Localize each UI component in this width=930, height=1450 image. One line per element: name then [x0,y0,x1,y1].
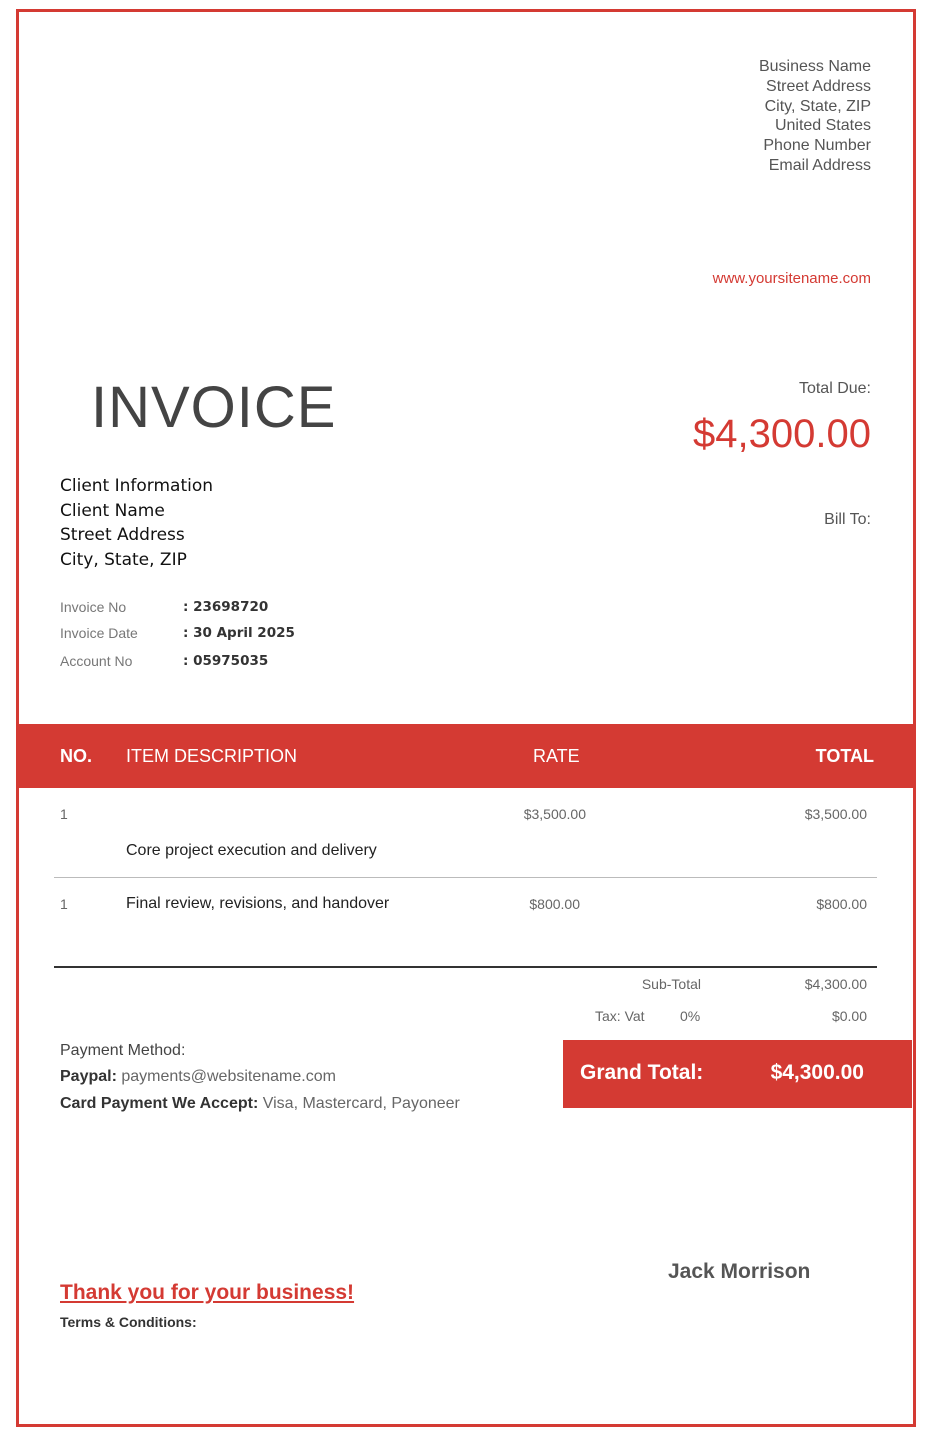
terms-label: Terms & Conditions: [60,1314,197,1330]
paypal-label: Paypal: [60,1068,117,1085]
subtotal-value: $4,300.00 [804,976,867,992]
page-border [16,9,916,1427]
header-no: NO. [60,746,93,766]
website-link[interactable]: www.yoursitename.com [712,270,871,287]
business-country: United States [774,117,871,135]
items-table-header [16,724,914,788]
row-total: $3,500.00 [804,806,867,822]
business-name: Business Name [758,58,871,75]
row-rate: $3,500.00 [523,806,586,822]
payment-heading: Payment Method: [60,1042,186,1059]
total-due-label: Total Due: [798,380,871,397]
card-payment-value: Visa, Mastercard, Payoneer [262,1095,460,1112]
grand-total-label: Grand Total: [580,1061,704,1084]
client-info [60,474,213,572]
header-rate: RATE [533,746,580,766]
business-city: City, State, ZIP [764,97,871,115]
grand-total-amount: $4,300.00 [770,1061,864,1084]
row-rate: $800.00 [529,896,580,912]
invoice-date-label: Invoice Date [60,625,138,641]
row-no: 1 [60,896,68,912]
client-city: City, State, ZIP [60,549,187,570]
row-total: $800.00 [816,896,867,912]
business-phone: Phone Number [763,137,871,155]
row-no: 1 [60,806,68,822]
invoice-no-label: Invoice No [60,599,127,615]
tax-label: Tax: Vat [595,1008,645,1024]
paypal-email[interactable]: payments@websitename.com [121,1068,336,1085]
business-email: Email Address [768,156,871,174]
business-street: Street Address [766,77,871,95]
subtotal-label: Sub-Total [641,976,701,992]
signature-name: Jack Morrison [668,1260,811,1283]
invoice-date-value: : 30 April 2025 [183,625,295,641]
header-description: ITEM DESCRIPTION [126,746,298,766]
client-heading: Client Information [60,476,214,496]
client-street: Street Address [60,525,185,546]
tax-rate: 0% [680,1008,701,1024]
invoice-no-row [60,599,360,625]
row-description: Final review, revisions, and handover [126,895,390,912]
invoice-no-value: : 23698720 [183,599,269,615]
business-info [759,57,871,176]
table-bottom-rule [54,966,877,968]
thank-you-message: Thank you for your business! [60,1281,355,1304]
total-due-amount: $4,300.00 [693,412,871,456]
grand-total-box [563,1040,912,1108]
account-no-row [60,653,360,679]
invoice-date-row [60,625,360,651]
invoice-meta [60,599,360,679]
header-total: TOTAL [815,746,874,766]
row-divider [54,877,877,878]
card-payment-label: Card Payment We Accept: [60,1095,259,1112]
client-name: Client Name [60,500,165,521]
tax-value: $0.00 [831,1008,867,1024]
page-title: INVOICE [91,375,337,440]
account-no-label: Account No [60,653,133,669]
bill-to-label: Bill To: [824,511,871,528]
account-no-value: : 05975035 [183,653,269,669]
payment-info [60,1038,460,1117]
row-description: Core project execution and delivery [126,842,377,859]
